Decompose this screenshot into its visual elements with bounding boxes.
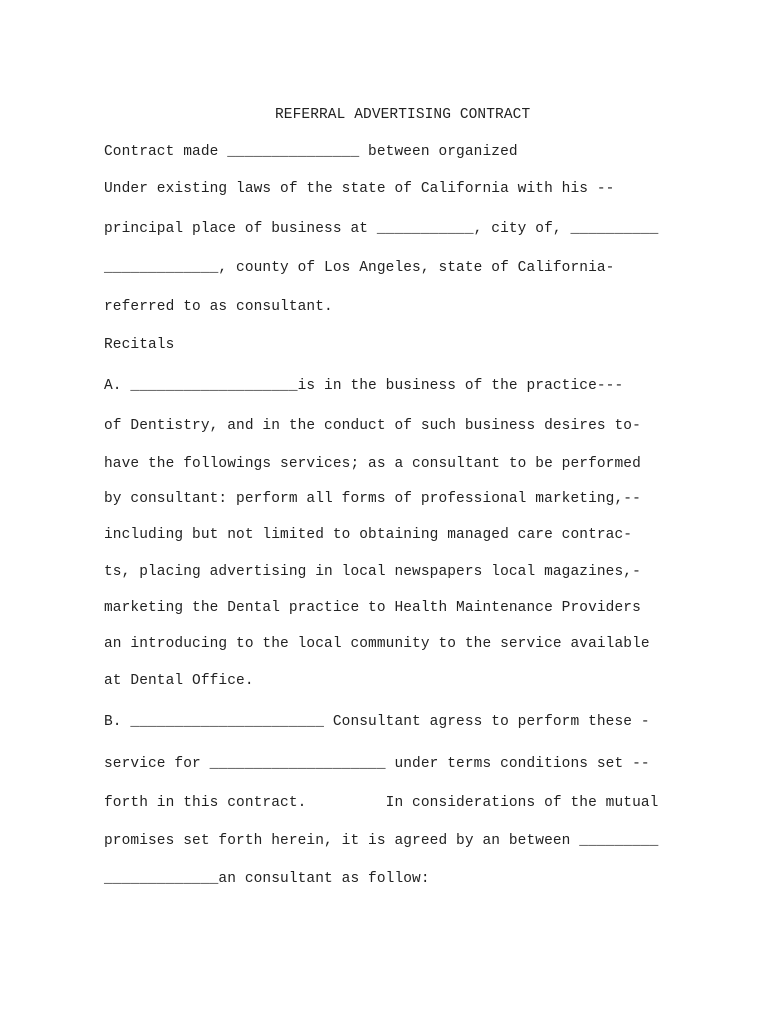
section-heading-recitals: Recitals [104, 337, 175, 353]
contract-line-3: principal place of business at ___________, city of, __________ [104, 221, 659, 237]
recital-b-line-5: _____________an consultant as follow: [104, 871, 430, 887]
recital-a-line-6: ts, placing advertising in local newspapers local magazines,- [104, 564, 641, 580]
contract-line-2: Under existing laws of the state of California with his -- [104, 181, 615, 197]
recital-b-line-3: forth in this contract. In considerations of the mutual [104, 795, 659, 811]
recital-a-line-2: of Dentistry, and in the conduct of such business desires to- [104, 418, 641, 434]
contract-line-4: _____________, county of Los Angeles, state of California- [104, 260, 615, 276]
recital-b-line-1: B. ______________________ Consultant agress to perform these - [104, 714, 650, 730]
recital-a-line-7: marketing the Dental practice to Health Maintenance Providers [104, 600, 641, 616]
contract-line-1: Contract made _______________ between organized [104, 144, 518, 160]
recital-a-line-5: including but not limited to obtaining managed care contrac- [104, 527, 633, 543]
document-title: REFERRAL ADVERTISING CONTRACT [275, 107, 531, 123]
contract-line-5: referred to as consultant. [104, 299, 333, 315]
recital-a-line-4: by consultant: perform all forms of professional marketing,-- [104, 491, 641, 507]
recital-b-line-2: service for ____________________ under terms conditions set -- [104, 756, 650, 772]
recital-a-line-9: at Dental Office. [104, 673, 254, 689]
recital-b-line-4: promises set forth herein, it is agreed by an between _________ [104, 833, 659, 849]
recital-a-line-1: A. ___________________is in the business of the practice--- [104, 378, 624, 394]
recital-a-line-8: an introducing to the local community to the service available [104, 636, 650, 652]
recital-a-line-3: have the followings services; as a consultant to be performed [104, 456, 641, 472]
